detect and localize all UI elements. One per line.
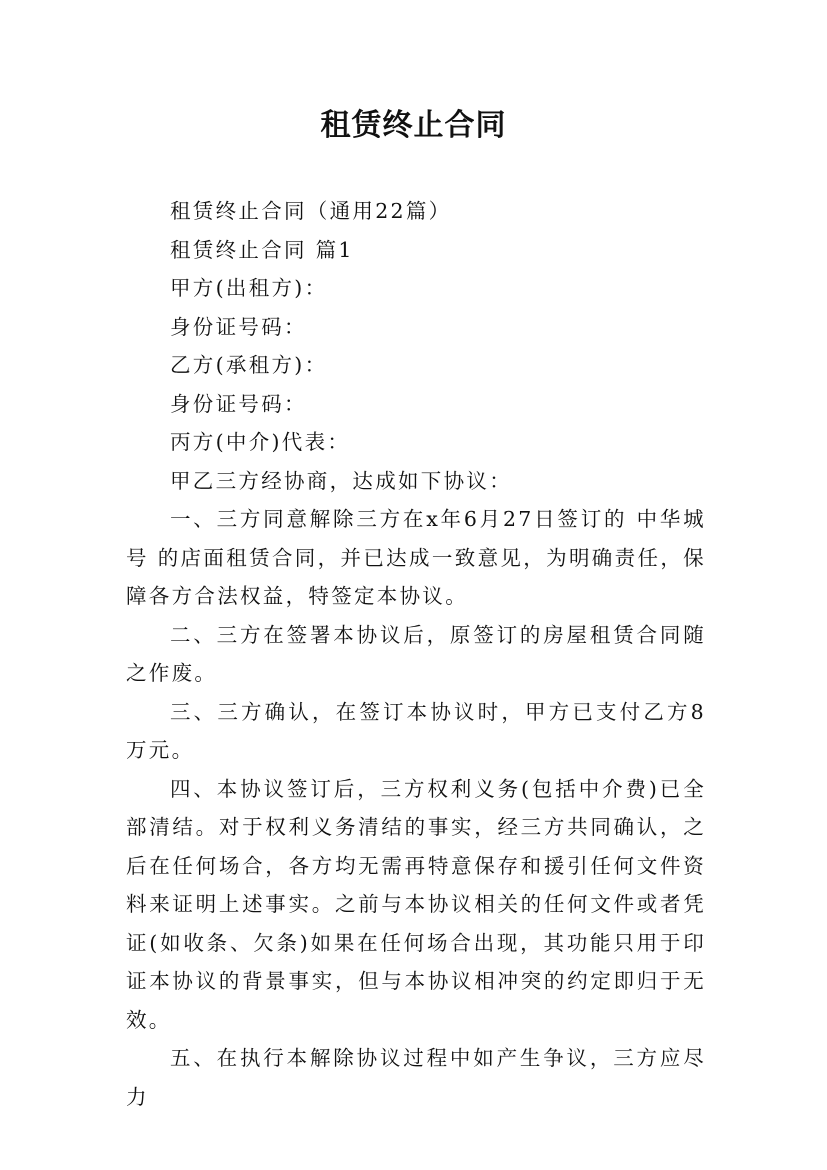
agreement-intro: 甲乙三方经协商，达成如下协议： <box>170 468 512 493</box>
clause-1: 一、三方同意解除三方在x年6月27日签订的 中华城号 的店面租赁合同，并已达成一致意见，为明确责任，保障各方合法权益，特签定本协议。 <box>126 507 706 608</box>
clause-2: 二、三方在签署本协议后，原签订的房屋租赁合同随之作废。 <box>126 622 706 685</box>
party-b-id-label: 身份证号码： <box>170 391 307 416</box>
clause-5: 五、在执行本解除协议过程中如产生争议，三方应尽力 <box>126 1046 706 1109</box>
party-c-label: 丙方(中介)代表： <box>170 430 351 454</box>
document-title: 租赁终止合同 <box>320 108 507 143</box>
party-a-label: 甲方(出租方)： <box>170 276 328 300</box>
party-b-label: 乙方(承租方)： <box>170 353 328 377</box>
clause-3: 三、三方确认，在签订本协议时，甲方已支付乙方8万元。 <box>126 699 706 762</box>
section-heading: 租赁终止合同 篇1 <box>170 237 354 262</box>
party-a-id-label: 身份证号码： <box>170 314 307 339</box>
document-body <box>126 192 706 1116</box>
subtitle-line: 租赁终止合同（通用22篇） <box>170 199 452 223</box>
clause-4: 四、本协议签订后，三方权利义务(包括中介费)已全部清结。对于权利义务清结的事实，经三方共同确认，之后在任何场合，各方均无需再特意保存和援引任何文件资料来证明上述事实。之前与本协议相关的任何文件或者凭证(如收条、欠条)如果在任何场合出现，其功能只用于印证本协议的背景事实，但与本协议相冲突的约定即归于无效。 <box>126 776 706 1032</box>
